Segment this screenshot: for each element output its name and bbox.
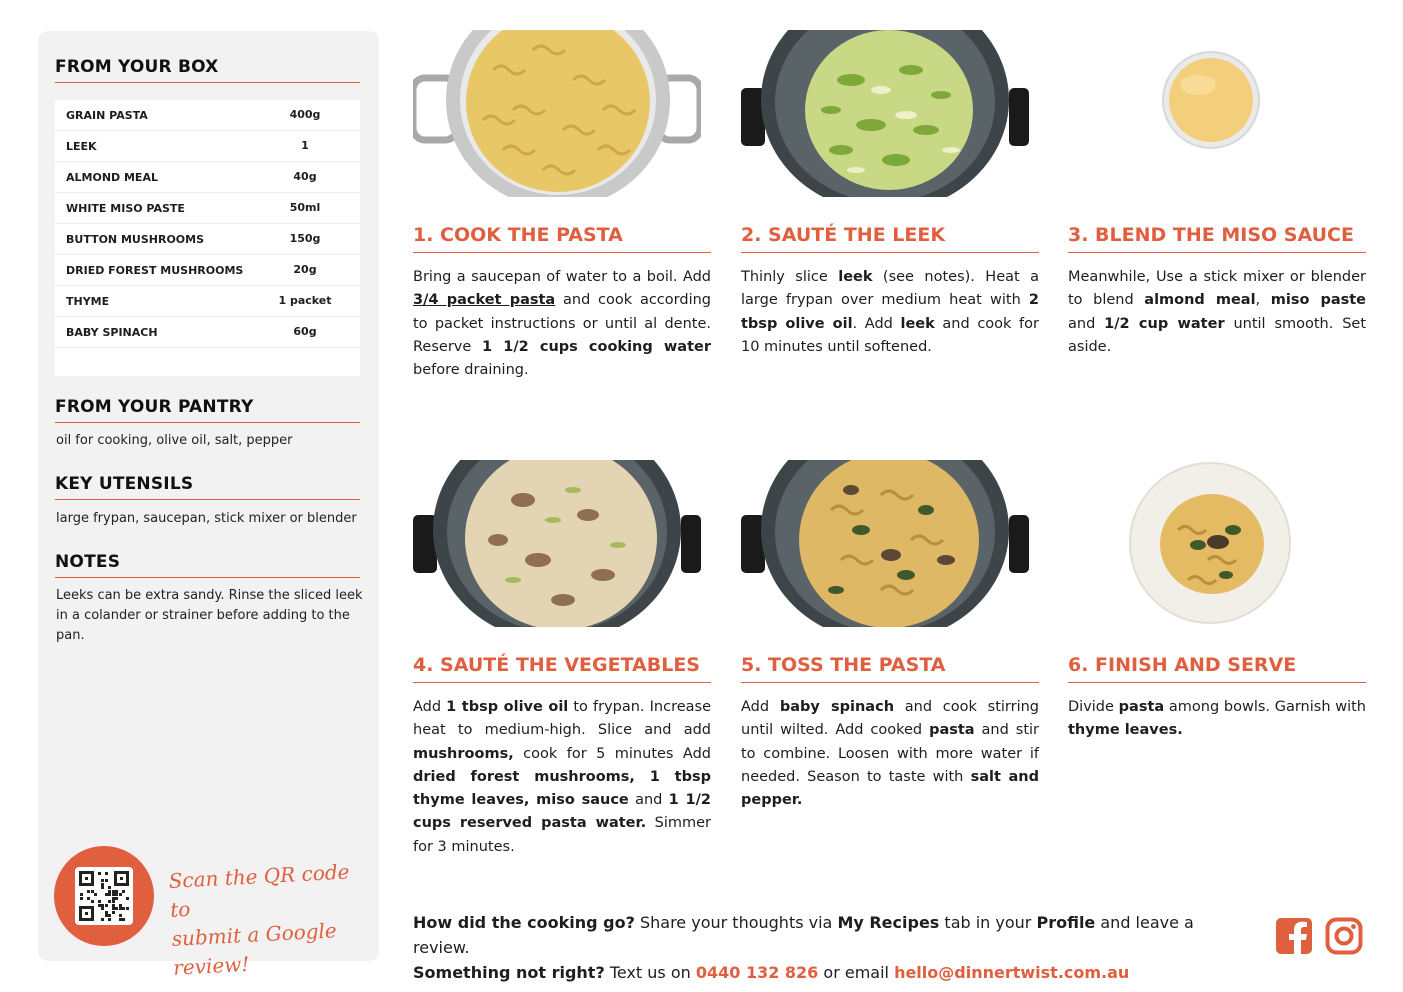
- ingredient-row: [55, 255, 360, 286]
- qr-caption-line-2: submit a Google review!: [171, 918, 338, 980]
- qr-caption-line-1: Scan the QR code to: [168, 859, 350, 922]
- notes-heading: NOTES: [55, 552, 360, 578]
- ingredient-name: THYME: [66, 295, 110, 308]
- footer-question-2: Something not right?: [413, 963, 605, 982]
- step-6-body: Divide pasta among bowls. Garnish with thyme leaves.: [1068, 699, 1366, 739]
- ingredient-row: [55, 317, 360, 348]
- footer-line-2: [413, 960, 1253, 985]
- ingredient-qty: 400g: [289, 108, 321, 121]
- ingredient-name: GRAIN PASTA: [66, 109, 148, 122]
- profile-link[interactable]: Profile: [1036, 913, 1096, 932]
- step-4-photo: [413, 460, 701, 627]
- step-6-title: 6. FINISH AND SERVE: [1068, 654, 1366, 683]
- ingredient-qty: 20g: [293, 263, 317, 276]
- step-1-body: Bring a saucepan of water to a boil. Add 3/4 packet pasta and cook according to packet instructions or until al dente. Reserve 1 1/2 cups cooking water before draining.: [413, 269, 711, 379]
- ingredient-name: DRIED FOREST MUSHROOMS: [66, 264, 244, 277]
- step-2-body: Thinly slice leek (see notes). Heat a large frypan over medium heat with 2 tbsp olive oil. Add leek and cook for 10 minutes until softened.: [741, 269, 1039, 355]
- step-1-title: 1. COOK THE PASTA: [413, 224, 711, 253]
- ingredient-row: [55, 193, 360, 224]
- qr-caption: [168, 857, 374, 983]
- footer-question-1: How did the cooking go?: [413, 913, 635, 932]
- ingredient-row: [55, 100, 360, 131]
- footer-text: Share your thoughts via: [634, 913, 838, 932]
- sidebar: [38, 31, 379, 980]
- ingredient-name: BUTTON MUSHROOMS: [66, 233, 205, 246]
- email-link[interactable]: hello@dinnertwist.com.au: [894, 963, 1130, 982]
- ingredient-row: [55, 224, 360, 255]
- ingredient-qty: 150g: [289, 232, 321, 245]
- ingredient-name: LEEK: [66, 140, 97, 153]
- ingredient-row: [55, 286, 360, 317]
- ingredient-name: ALMOND MEAL: [66, 171, 158, 184]
- step-3-body: Meanwhile, Use a stick mixer or blender to blend almond meal, miso paste and 1/2 cup water until smooth. Set aside.: [1068, 269, 1367, 355]
- step-3-photo: [1068, 30, 1366, 197]
- ingredient-qty: 60g: [293, 325, 317, 338]
- step-5-photo: [741, 460, 1029, 627]
- footer-text: Text us on: [604, 963, 696, 982]
- utensils-heading: KEY UTENSILS: [55, 474, 360, 500]
- ingredient-qty: 1 packet: [278, 294, 332, 307]
- pantry-text: oil for cooking, olive oil, salt, pepper: [56, 433, 293, 448]
- ingredient-qty: 50ml: [289, 201, 321, 214]
- step-5-body: Add baby spinach and cook stirring until wilted. Add cooked pasta and stir to combine. Loosen with more water if needed. Season to taste with salt and pepper.: [741, 699, 1039, 809]
- notes-text: Leeks can be extra sandy. Rinse the sliced leek in a colander or strainer before adding to the pan.: [56, 588, 363, 643]
- footer: [413, 910, 1253, 985]
- ingredient-name: WHITE MISO PASTE: [66, 202, 185, 215]
- step-4-title: 4. SAUTÉ THE VEGETABLES: [413, 654, 711, 683]
- step-1-photo: [413, 30, 701, 197]
- utensils-text: large frypan, saucepan, stick mixer or blender: [56, 511, 357, 526]
- step-3-title: 3. BLEND THE MISO SAUCE: [1068, 224, 1366, 253]
- ingredient-qty: 40g: [293, 170, 317, 183]
- footer-text: or email: [818, 963, 895, 982]
- instagram-icon[interactable]: [1325, 917, 1363, 955]
- footer-text: and leave a review.: [413, 913, 1194, 957]
- from-box-heading: FROM YOUR BOX: [55, 57, 360, 83]
- facebook-icon[interactable]: [1275, 917, 1313, 955]
- my-recipes-link[interactable]: My Recipes: [837, 913, 940, 932]
- ingredient-qty: 1: [301, 139, 309, 152]
- step-5-title: 5. TOSS THE PASTA: [741, 654, 1039, 683]
- ingredient-table: [55, 100, 360, 376]
- pantry-heading: FROM YOUR PANTRY: [55, 397, 360, 423]
- qr-badge: [54, 846, 154, 946]
- ingredient-row: [55, 162, 360, 193]
- step-2-photo: [741, 30, 1029, 197]
- step-6-photo: [1068, 460, 1366, 627]
- qr-code[interactable]: [75, 867, 133, 925]
- footer-line-1: [413, 910, 1253, 960]
- step-2-title: 2. SAUTÉ THE LEEK: [741, 224, 1039, 253]
- step-4-body: Add 1 tbsp olive oil to frypan. Increase heat to medium-high. Slice and add mushrooms, cook for 5 minutes Add dried forest mushrooms, 1 tbsp thyme leaves, miso sauce and 1 1/2 cups reserved pasta water. Simmer for 3 minutes.: [413, 699, 711, 855]
- footer-text: tab in your: [939, 913, 1037, 932]
- ingredient-row: [55, 131, 360, 162]
- phone-link[interactable]: 0440 132 826: [695, 963, 819, 982]
- ingredient-name: BABY SPINACH: [66, 326, 158, 339]
